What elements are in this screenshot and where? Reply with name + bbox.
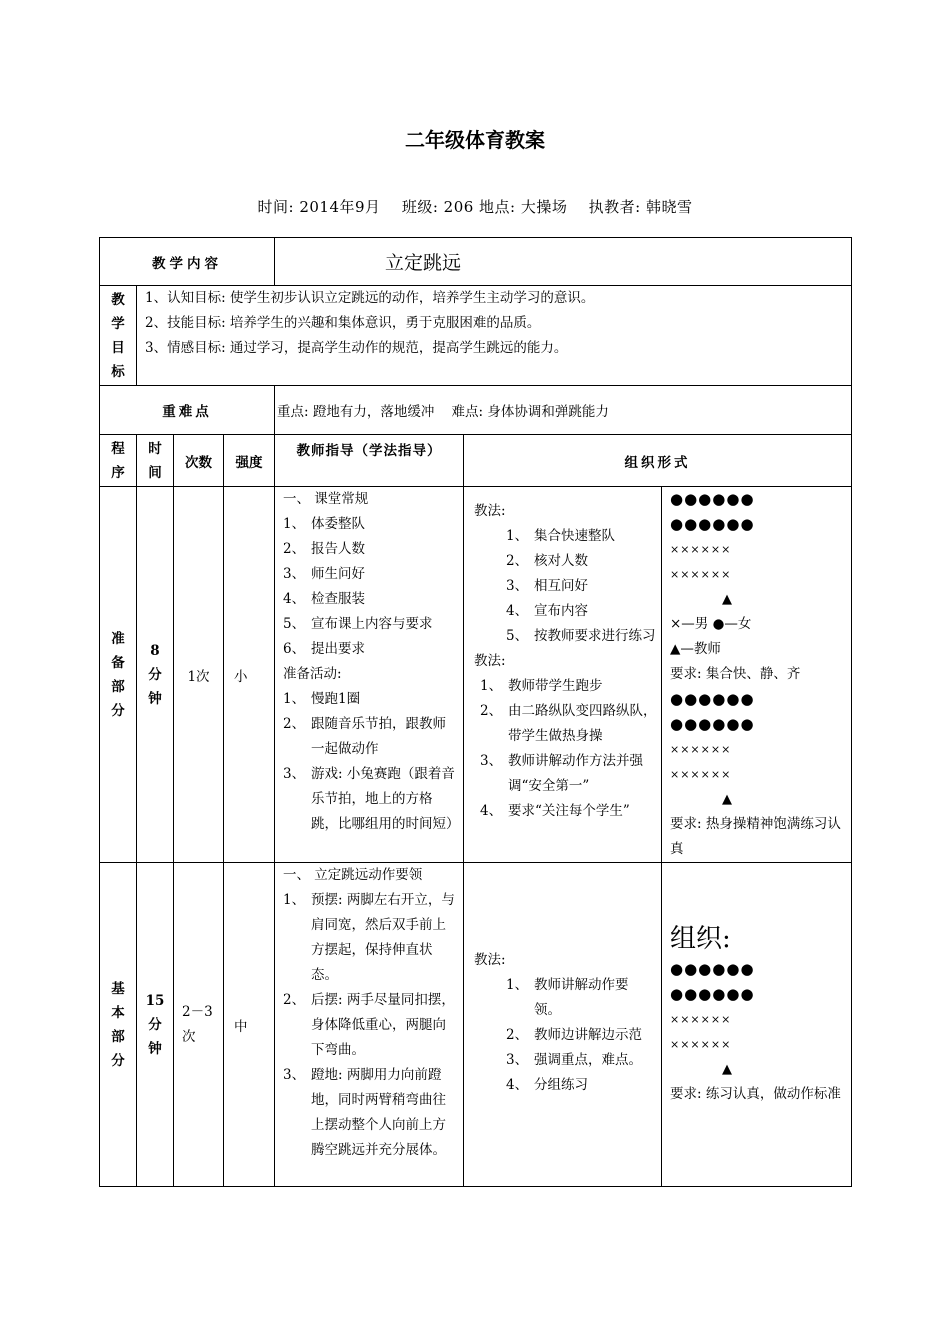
header-count: 次数 xyxy=(174,435,224,487)
formation-legend: ×—男 ●—女 xyxy=(670,616,752,632)
formation-girls-row: ●●●●●● xyxy=(670,690,755,708)
header-org: 组织形式 xyxy=(464,435,852,487)
content-value: 立定跳远 xyxy=(275,238,852,286)
prep-count: 1次 xyxy=(174,487,224,863)
basic-intensity: 中 xyxy=(224,863,275,1187)
lesson-meta xyxy=(0,196,950,217)
basic-guide: 一、 立定跳远动作要领 1、 预摆: 两脚左右开立，与肩同宽，然后双手前上方摆起，保持伸直状态。 2、 后摆: 两手尽量同扣摆，身体降低重心，两腿向下弯曲。 3、 蹬地: 两脚用力向前蹬地，同时两臂稍弯曲往上摆动整个人向前上方腾空跳远并充分展体。 xyxy=(275,863,464,1187)
teacher-marker: ▲ xyxy=(722,1062,732,1077)
teacher-marker: ▲ xyxy=(722,792,732,807)
lesson-plan-table xyxy=(99,237,852,1187)
key-points-label: 重难点 xyxy=(100,386,275,435)
basic-time: 15 分 钟 xyxy=(137,863,174,1187)
goal-item: 2、技能目标: 培养学生的兴趣和集体意识，勇于克服困难的品质。 xyxy=(145,315,541,331)
formation-girls-row: ●●●●●● xyxy=(670,515,755,533)
formation-girls-row: ●●●●●● xyxy=(670,490,755,508)
formation-girls-row: ●●●●●● xyxy=(670,985,755,1003)
formation-boys-row: ×××××× xyxy=(670,568,732,581)
meta-class-place: 班级: 206 地点: 大操场 xyxy=(401,198,568,216)
page-title: 二年级体育教案 xyxy=(405,128,545,152)
formation-boys-row: ×××××× xyxy=(670,1038,732,1051)
key-points-value: 重点: 蹬地有力，落地缓冲 难点: 身体协调和弹跳能力 xyxy=(275,386,852,435)
formation-requirement: 要求: 练习认真，做动作标准 xyxy=(670,1086,841,1102)
formation-boys-row: ×××××× xyxy=(670,1013,732,1026)
formation-girls-row: ●●●●●● xyxy=(670,960,755,978)
header-intensity: 强度 xyxy=(224,435,275,487)
formation-requirement: 要求: 集合快、静、齐 xyxy=(670,666,801,682)
goal-item: 1、认知目标: 使学生初步认识立定跳远的动作，培养学生主动学习的意识。 xyxy=(145,290,595,306)
prep-guide: 一、 课堂常规 1、 体委整队 2、 报告人数 3、 师生问好 4、 检查服装 5、 宣布课上内容与要求 6、 提出要求 准备活动: 1、 慢跑1圈 2、 跟随音乐节拍，跟教师一起做动作 3、 游戏: 小兔赛跑（跟着音乐节拍，地上的方格跳，比哪组用的时间短） xyxy=(275,487,464,863)
prep-org xyxy=(662,487,852,863)
goals-label: 教 学 目 标 xyxy=(100,286,137,386)
header-time: 时 间 xyxy=(137,435,174,487)
prep-label: 准 备 部 分 xyxy=(100,487,137,863)
formation-legend: ▲—教师 xyxy=(670,641,721,657)
prep-intensity: 小 xyxy=(224,487,275,863)
meta-time: 时间: 2014年9月 xyxy=(257,198,381,216)
basic-count: 2－3次 xyxy=(174,863,224,1187)
header-guide: 教师指导（学法指导） xyxy=(275,435,464,487)
header-program: 程 序 xyxy=(100,435,137,487)
formation-girls-row: ●●●●●● xyxy=(670,715,755,733)
content-label: 教学内容 xyxy=(100,238,275,286)
basic-org xyxy=(662,863,852,1187)
meta-teacher: 执教者: 韩晓雪 xyxy=(588,198,693,216)
formation-boys-row: ×××××× xyxy=(670,543,732,556)
formation-boys-row: ×××××× xyxy=(670,743,732,756)
prep-time: 8 分 钟 xyxy=(137,487,174,863)
goal-item: 3、情感目标: 通过学习，提高学生动作的规范，提高学生跳远的能力。 xyxy=(145,340,568,356)
formation-boys-row: ×××××× xyxy=(670,768,732,781)
basic-method: 教法: 1、 教师讲解动作要领。 2、 教师边讲解边示范 3、 强调重点，难点。 4、 分组练习 xyxy=(464,863,662,1187)
goals-list xyxy=(137,286,852,386)
prep-method: 教法: 1、 集合快速整队 2、 核对人数 3、 相互问好 4、 宣布内容 5、 按教师要求进行练习 教法: 1、 教师带学生跑步 2、 由二路纵队变四路纵队，带学生做热身操 3、 教师讲解动作方法并强调“安全第一” 4、 要求“关注每个学生” xyxy=(464,487,662,863)
org-title: 组织: xyxy=(670,924,731,954)
teacher-marker: ▲ xyxy=(722,592,732,607)
formation-requirement: 要求: 热身操精神饱满练习认真 xyxy=(670,816,841,857)
basic-label: 基 本 部 分 xyxy=(100,863,137,1187)
